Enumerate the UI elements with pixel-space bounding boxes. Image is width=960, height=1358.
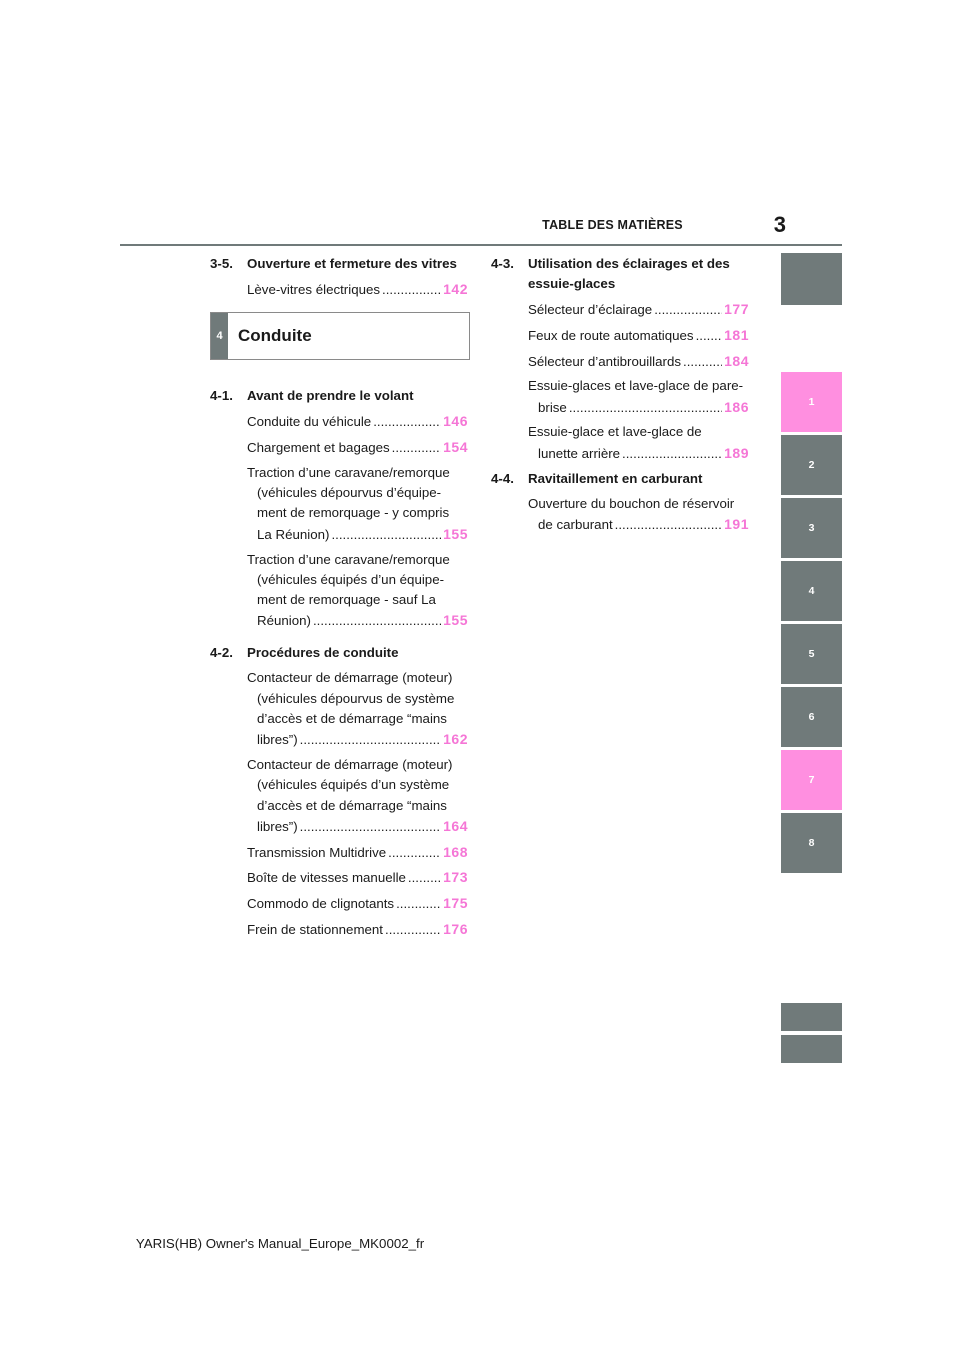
toc-entry[interactable] <box>247 755 468 837</box>
entry-text: Frein de stationnement <box>247 922 384 938</box>
page-link[interactable]: 184 <box>724 352 749 369</box>
leader-dots <box>622 444 722 464</box>
toc-entry[interactable] <box>528 351 749 372</box>
entry-text: Essuie-glace et lave-glace de <box>528 424 702 440</box>
toc-entry[interactable] <box>528 422 749 464</box>
leader-dots <box>388 843 441 863</box>
toc-entry[interactable] <box>247 668 468 750</box>
section-heading-3-5 <box>210 254 468 274</box>
page-link[interactable]: 162 <box>443 731 468 748</box>
entry-text: (véhicules dépourvus d’équipe- <box>257 485 442 501</box>
footer-text: YARIS(HB) Owner's Manual_Europe_MK0002_fr <box>135 1236 425 1251</box>
section-heading-4-2 <box>210 643 468 663</box>
section-number: 4-1. <box>210 388 233 404</box>
section-number: 4-3. <box>491 256 514 271</box>
leader-dots <box>373 412 441 432</box>
side-tab-7[interactable]: 7 <box>781 750 842 810</box>
header-rule <box>120 244 842 246</box>
page-link[interactable]: 189 <box>724 444 749 461</box>
leader-dots <box>396 894 441 914</box>
entry-text: d’accès et de démarrage “mains <box>257 797 447 813</box>
section-title-line: essuie-glaces <box>528 276 616 291</box>
toc-entry[interactable] <box>247 437 468 458</box>
entry-text: (véhicules dépourvus de système <box>257 690 455 706</box>
entry-text: Contacteur de démarrage (moteur) <box>247 670 453 686</box>
entry-text: libres”) <box>257 818 298 834</box>
entry-text: Ouverture du bouchon de réservoir <box>528 495 735 511</box>
chapter-number-tab: 4 <box>211 313 228 359</box>
entry-text: lunette arrière <box>538 445 621 461</box>
entry-text: Chargement et bagages <box>247 440 390 456</box>
entry-text: (véhicules équipés d’un système <box>257 777 450 793</box>
entry-text: Feux de route automatiques <box>528 327 694 343</box>
section-heading-4-3 <box>491 254 749 294</box>
side-tab-toc[interactable] <box>781 253 842 305</box>
entry-text: Essuie-glaces et lave-glace de pare- <box>528 378 744 394</box>
toc-entry[interactable] <box>247 411 468 432</box>
chapter-title: Conduite <box>238 326 312 346</box>
entry-text: Transmission Multidrive <box>247 844 387 860</box>
entry-text: ment de remorquage - sauf La <box>257 592 436 608</box>
page-link[interactable]: 173 <box>443 869 468 886</box>
page-link[interactable]: 177 <box>724 301 749 317</box>
page-link[interactable]: 142 <box>443 281 468 297</box>
toc-right-column <box>491 254 749 540</box>
leader-dots <box>313 611 441 631</box>
leader-dots <box>300 730 442 750</box>
leader-dots <box>683 352 722 372</box>
entry-text: Contacteur de démarrage (moteur) <box>247 756 453 772</box>
toc-entry[interactable] <box>247 842 468 863</box>
leader-dots <box>569 398 722 418</box>
leader-dots <box>696 326 723 346</box>
chapter-heading <box>210 312 470 360</box>
toc-entry[interactable] <box>528 494 749 536</box>
section-title: Avant de prendre le volant <box>247 388 414 404</box>
page-link[interactable]: 168 <box>443 843 468 860</box>
section-title: Ouverture et fermeture des vitres <box>247 256 457 271</box>
entry-text: Boîte de vitesses manuelle <box>247 870 406 886</box>
side-tab-1[interactable]: 1 <box>781 372 842 432</box>
page-link[interactable]: 146 <box>443 413 468 430</box>
page-link[interactable]: 186 <box>724 398 749 415</box>
toc-left-column <box>210 254 468 945</box>
entry-text: La Réunion) <box>257 526 330 542</box>
toc-entry[interactable] <box>528 376 749 418</box>
leader-dots <box>331 525 441 545</box>
page-link[interactable]: 191 <box>724 515 749 532</box>
entry-text: Traction d’une caravane/remorque <box>247 551 450 567</box>
section-number: 4-4. <box>491 470 514 486</box>
entry-text: Réunion) <box>257 613 311 629</box>
page-link[interactable]: 181 <box>724 326 749 343</box>
toc-entry[interactable] <box>247 893 468 914</box>
leader-dots <box>385 920 441 940</box>
entry-text: Traction d’une caravane/remorque <box>247 464 450 480</box>
toc-entry[interactable] <box>247 867 468 888</box>
side-tab-4[interactable]: 4 <box>781 561 842 621</box>
page-number: 3 <box>773 212 786 237</box>
entry-text: Lève-vitres électriques <box>247 282 381 297</box>
toc-entry[interactable] <box>247 279 468 300</box>
section-number: 4-2. <box>210 645 233 661</box>
toc-entry[interactable] <box>528 325 749 346</box>
side-tab-6[interactable]: 6 <box>781 687 842 747</box>
toc-entry[interactable] <box>247 550 468 632</box>
page-link[interactable]: 164 <box>443 817 468 834</box>
header-title: TABLE DES MATIÈRES <box>542 218 683 232</box>
page-link[interactable]: 175 <box>443 895 468 912</box>
entry-text: (véhicules équipés d’un équipe- <box>257 571 445 587</box>
section-heading-4-1 <box>210 386 468 406</box>
entry-text: de carburant <box>538 516 613 532</box>
leader-dots <box>392 438 441 458</box>
entry-text: d’accès et de démarrage “mains <box>257 710 447 726</box>
side-tab-5[interactable]: 5 <box>781 624 842 684</box>
leader-dots <box>408 868 441 888</box>
entry-text: Conduite du véhicule <box>247 414 372 430</box>
section-title <box>528 254 749 294</box>
toc-entry[interactable] <box>247 463 468 545</box>
toc-entry[interactable] <box>528 299 749 320</box>
page-link[interactable]: 176 <box>443 921 468 938</box>
entry-text: Sélecteur d’antibrouillards <box>528 353 681 369</box>
toc-entry[interactable] <box>247 919 468 940</box>
section-title: Ravitaillement en carburant <box>528 470 703 486</box>
side-tab-extra-1[interactable] <box>781 1003 842 1031</box>
section-number: 3-5. <box>210 256 233 271</box>
leader-dots <box>615 515 722 535</box>
leader-dots <box>654 300 722 320</box>
leader-dots <box>300 817 442 837</box>
leader-dots <box>382 280 441 300</box>
side-tab-3[interactable]: 3 <box>781 498 842 558</box>
section-title: Procédures de conduite <box>247 645 399 661</box>
section-heading-4-4 <box>491 469 749 489</box>
section-title-line: Utilisation des éclairages et des <box>528 256 730 271</box>
page-link[interactable]: 155 <box>443 612 468 629</box>
entry-text: Sélecteur d’éclairage <box>528 302 653 317</box>
entry-text: Commodo de clignotants <box>247 896 395 912</box>
entry-text: ment de remorquage - y compris <box>257 505 450 521</box>
page-link[interactable]: 154 <box>443 439 468 456</box>
page-link[interactable]: 155 <box>443 525 468 542</box>
entry-text: libres”) <box>257 732 298 748</box>
entry-text: brise <box>538 399 567 415</box>
side-tab-extra-2[interactable] <box>781 1035 842 1063</box>
side-tab-2[interactable]: 2 <box>781 435 842 495</box>
side-tab-8[interactable]: 8 <box>781 813 842 873</box>
